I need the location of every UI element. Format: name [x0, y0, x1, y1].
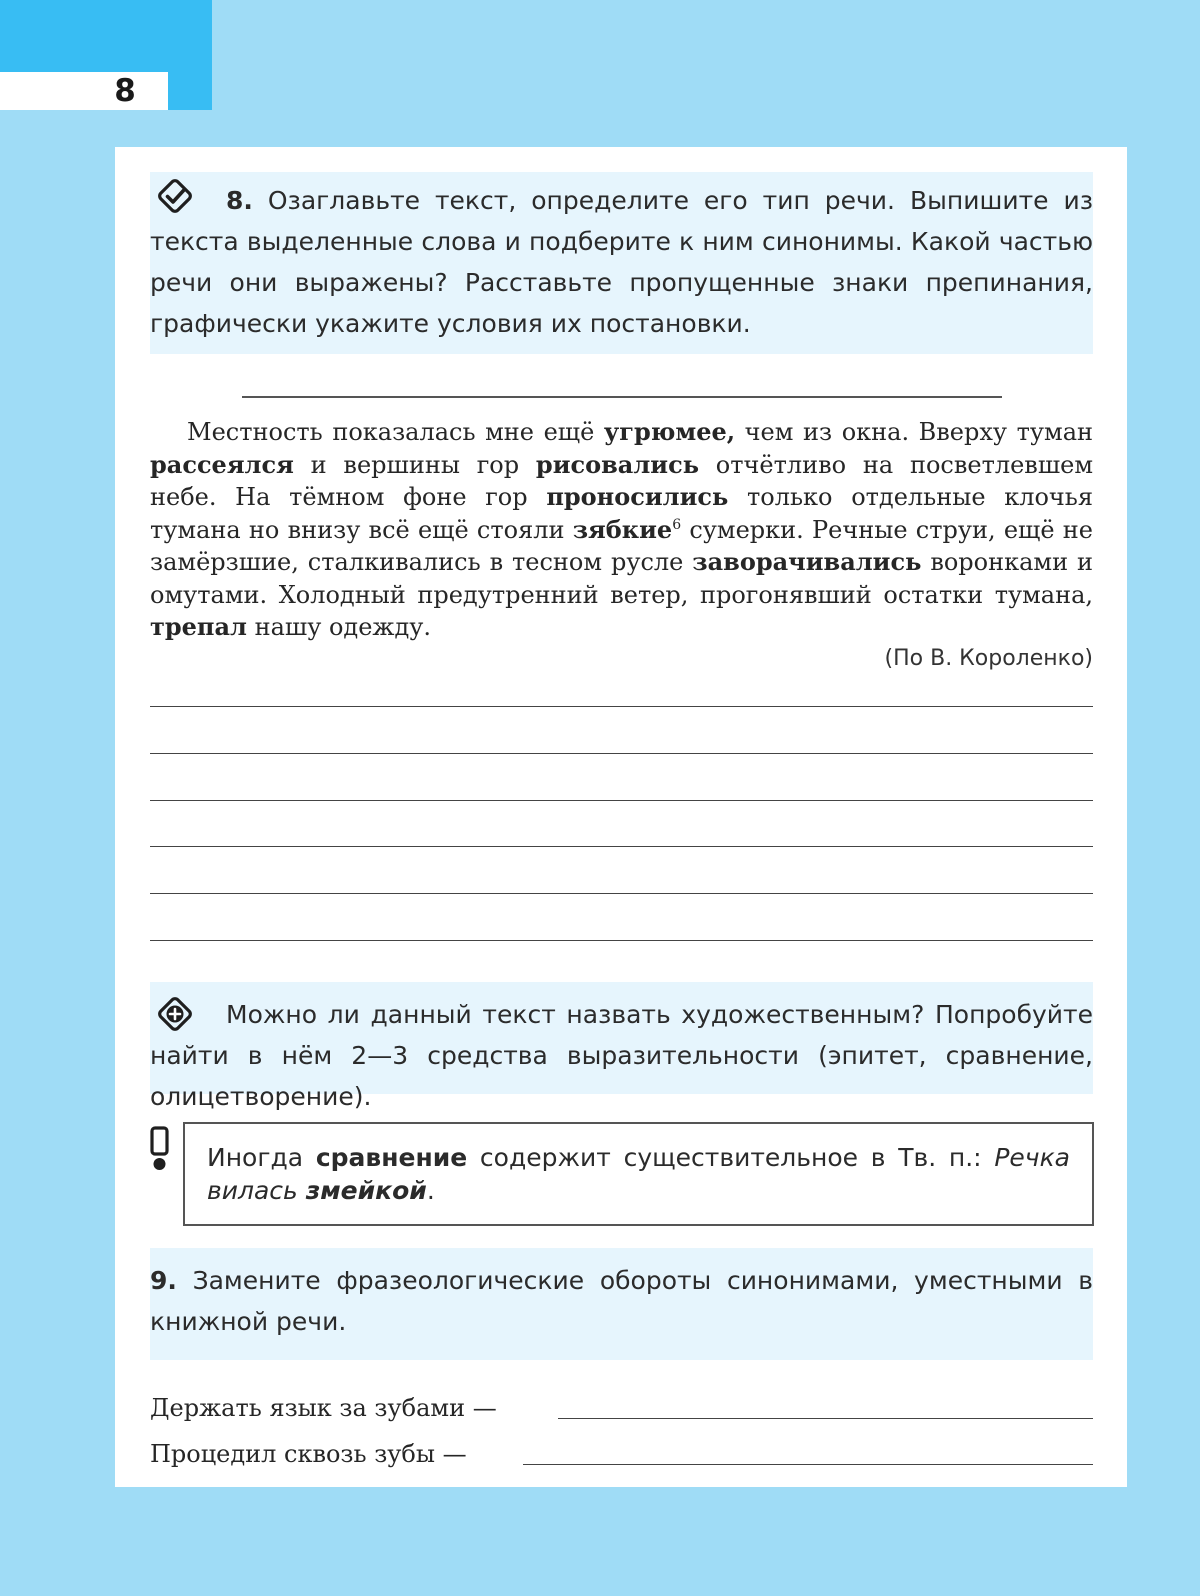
phrase-label: Держать язык за зубами —	[150, 1394, 497, 1422]
task-8-number: 8.	[226, 186, 253, 215]
extra-task-text: Можно ли данный текст назвать художественным? Попробуйте найти в нём 2—3 средства выразительности (эпитет, сравнение, олицетворение).	[150, 1000, 1093, 1111]
plus-diamond-icon	[155, 994, 195, 1034]
task-9-box	[150, 1248, 1093, 1360]
check-diamond-icon	[155, 176, 195, 216]
task-8-text: 8. Озаглавьте текст, определите его тип речи. Выпишите из текста выделенные слова и подберите к ним синонимы. Какой частью речи они выражены? Расставьте пропущенные знаки препинания, графически укажите условия их постановки.	[150, 186, 1094, 338]
page-tab-accent	[168, 72, 212, 110]
title-separator-line	[242, 396, 1002, 398]
excerpt-source: (По В. Короленко)	[884, 646, 1093, 671]
phrase-row-1	[150, 1388, 1093, 1428]
extra-task-box	[150, 982, 1093, 1111]
phrase-answer-line[interactable]	[523, 1464, 1093, 1465]
task-9-number: 9.	[150, 1266, 177, 1295]
task-8-box	[150, 172, 1093, 354]
rule-text: Иногда сравнение содержит существительное в Тв. п.: Речка вилась змейкой.	[207, 1143, 1070, 1205]
rule-box	[183, 1122, 1094, 1226]
answer-line[interactable]	[150, 940, 1093, 941]
task-9-text: 9. Замените фразеологические обороты синонимами, уместными в книжной речи.	[150, 1266, 1093, 1336]
corner-block	[0, 0, 212, 72]
phrase-label: Процедил сквозь зубы —	[150, 1440, 467, 1468]
excerpt-text: Местность показалась мне ещё угрюмее, чем из окна. Вверху туман рассеялся и вершины гор рисовались отчётливо на посветлевшем небе. На тёмном фоне гор проносились только отдельные клочья тумана но внизу всё ещё стояли зябкие$^6$ сумерки. Речные струи, ещё не замёрзшие, сталкивались в тесном русле заворачивались воронками и омутами. Холодный предутренний ветер, прогонявший остатки тумана, трепал нашу одежду.	[150, 417, 1093, 641]
answer-line[interactable]	[150, 846, 1093, 847]
answer-line[interactable]	[150, 893, 1093, 894]
answer-line[interactable]	[150, 706, 1093, 707]
answer-line[interactable]	[150, 800, 1093, 801]
page-number: 8	[114, 73, 136, 109]
answer-line[interactable]	[150, 753, 1093, 754]
phrase-answer-line[interactable]	[558, 1418, 1093, 1419]
exclamation-icon	[148, 1126, 172, 1172]
phrase-row-2	[150, 1434, 1093, 1474]
